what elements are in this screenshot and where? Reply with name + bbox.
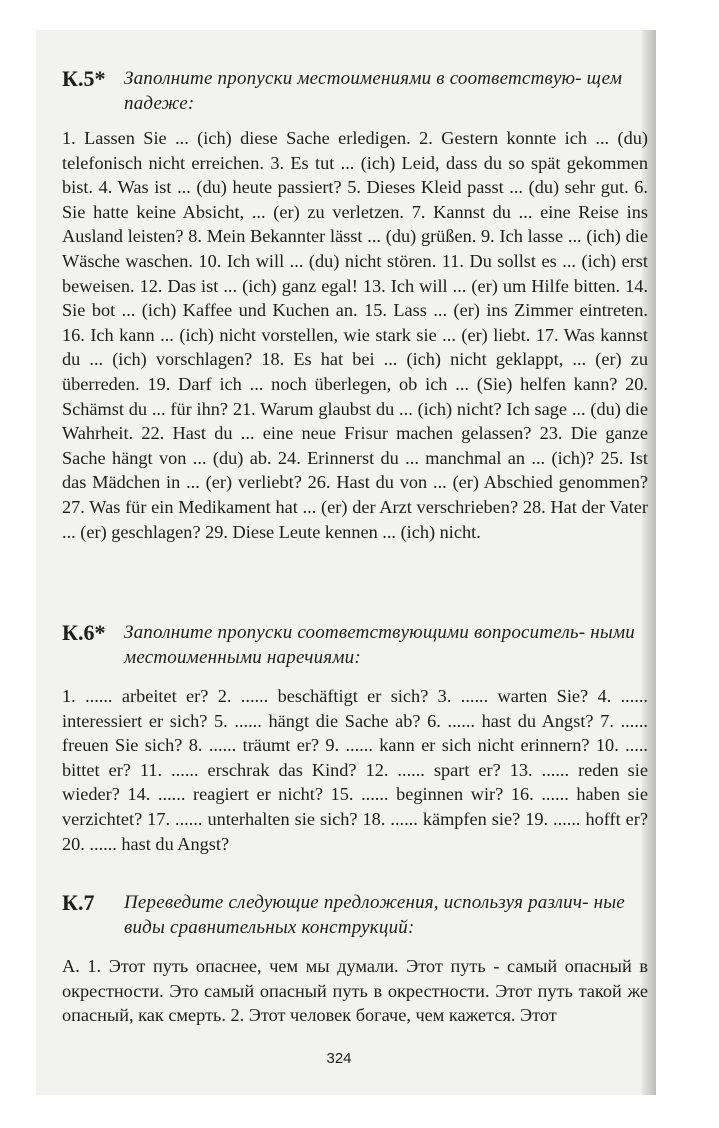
exercise-text: А. 1. Этот путь опаснее, чем мы думали. Этот путь - самый опасный в окрестности. Это самый опасный путь в окрестности. Этот путь такой же опасный, как смерть. 2. Этот человек богаче, чем кажется. Этот — [62, 956, 648, 1026]
exercise-k7 — [62, 890, 648, 1028]
exercise-k6 — [62, 620, 648, 856]
exercise-k5 — [62, 66, 648, 544]
exercise-header — [62, 66, 648, 114]
exercise-header — [62, 890, 648, 938]
exercise-text: 1. Lassen Sie ... (ich) diese Sache erledigen. 2. Gestern konnte ich ... (du) telefonisch nicht erreichen. 3. Es tut ... (ich) Leid, dass du so spät gekommen bist. 4. Was ist ... (du) heute passiert? 5. Dieses Kleid passt ... (du) sehr gut. 6. Sie hatte keine Absicht, ... (er) zu verletzen. 7. Kannst du ... eine Reise ins Ausland leisten? 8. Mein Bekannter lässt ... (du) grüßen. 9. Ich lasse ... (ich) die Wäsche waschen. 10. Ich will ... (du) nicht stören. 11. Du sollst es ... (ich) erst beweisen. 12. Das ist ... (ich) ganz egal! 13. Ich will ... (er) um Hilfe bitten. 14. Sie bot ... (ich) Kaffee und Kuchen an. 15. Lass ... (er) ins Zimmer eintreten. 16. Ich kann ... (ich) nicht vorstellen, wie stark sie ... (er) liebt. 17. Was kannst du ... (ich) vorschlagen? 18. Es hat bei ... (ich) nicht geklappt, ... (er) zu überreden. 19. Darf ich ... noch überlegen, ob ich ... (Sie) helfen kann? 20. Schämst du ... für ihn? 21. Warum glaubst du ... (ich) nicht? Ich sage ... (du) die Wahrheit. 22. Hast du ... eine neue Frisur machen gelassen? 23. Die ganze Sache hängt von ... (du) ab. 24. Erinnerst du ... manchmal an ... (ich)? 25. Ist das Mädchen in ... (er) verliebt? 26. Hast du von ... (er) Abschied genommen? 27. Was für ein Medikament hat ... (er) der Arzt verschrieben? 28. Hat der Vater ... (er) geschlagen? 29. Diese Leute kennen ... (ich) nicht. — [62, 128, 648, 542]
exercise-number: К.5* — [62, 66, 106, 91]
exercise-instruction: Заполните пропуски местоимениями в соответствую- щем падеже: — [124, 68, 623, 114]
exercise-header — [62, 620, 648, 668]
exercise-instruction: Заполните пропуски соответствующими вопроситель- ными местоименными наречиями: — [124, 622, 635, 668]
page-number: 324 — [326, 1050, 352, 1067]
exercise-instruction: Переведите следующие предложения, используя различ- ные виды сравнительных конструкций: — [124, 892, 625, 938]
exercise-text: 1. ...... arbeitet er? 2. ...... beschäftigt er sich? 3. ...... warten Sie? 4. ...... interessiert er sich? 5. ...... hängt die Sache ab? 6. ...... hast du Angst? 7. ...... freuen Sie sich? 8. ...... träumt er? 9. ...... kann er sich nicht erinnern? 10. ..... bittet er? 11. ...... erschrak das Kind? 12. ...... spart er? 13. ...... reden sie wieder? 14. ...... reagiert er nicht? 15. ...... beginnen wir? 16. ...... haben sie verzichtet? 17. ...... unterhalten sie sich? 18. ...... kämpfen sie? 19. ...... hofft er? 20. ...... hast du Angst? — [62, 686, 648, 854]
exercise-number: К.6* — [62, 620, 106, 645]
exercise-number: К.7 — [62, 890, 95, 915]
book-page — [36, 30, 656, 1095]
